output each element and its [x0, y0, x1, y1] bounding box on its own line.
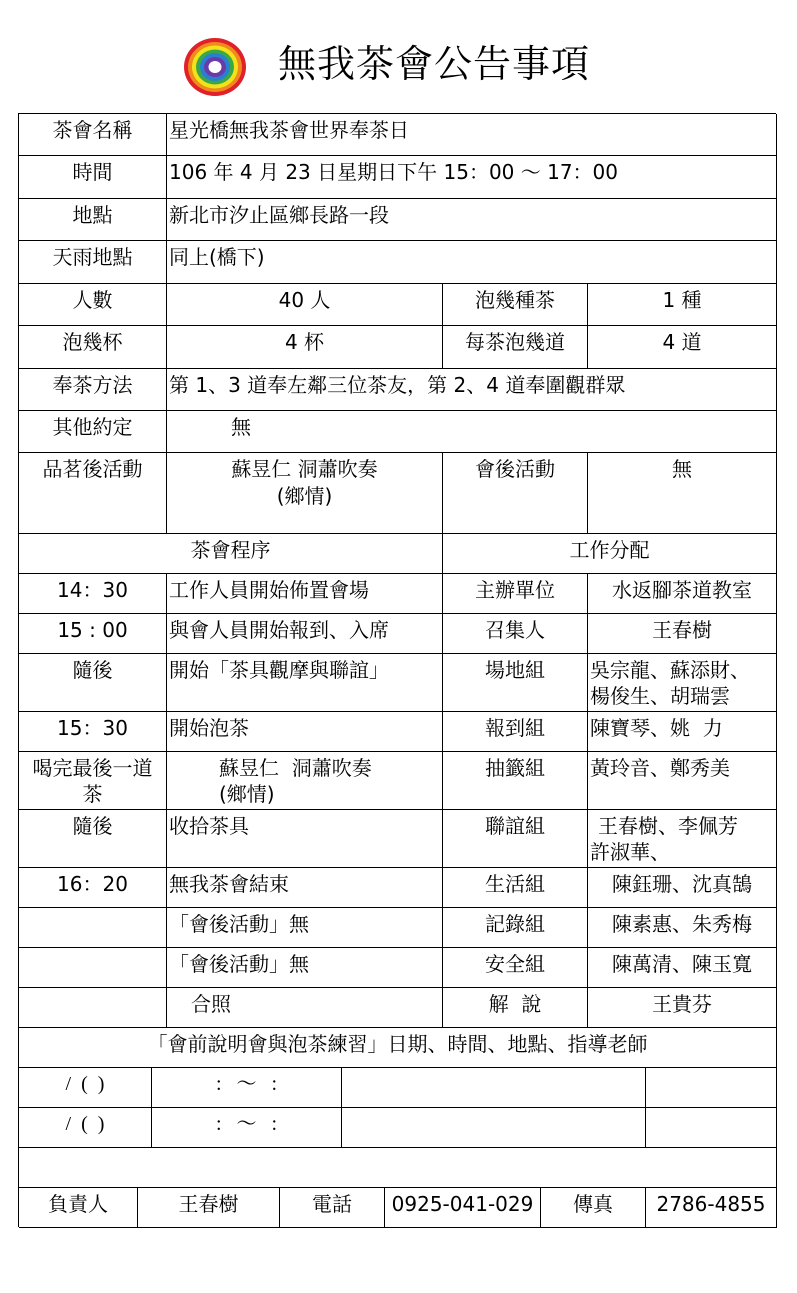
rain-place: 同上(橋下): [167, 241, 777, 284]
label-cell: 品茗後活動: [19, 453, 167, 534]
duty-role: 記錄組: [443, 908, 588, 948]
schedule-event: 工作人員開始佈置會場: [167, 574, 443, 614]
program-header: 茶會程序: [19, 534, 443, 574]
practice-place: [342, 1108, 646, 1148]
blank-row: [19, 1148, 777, 1188]
schedule-event: 開始泡茶: [167, 712, 443, 752]
duty-person: [588, 810, 777, 868]
practice-time: : ～ :: [152, 1068, 342, 1108]
duty-header: 工作分配: [443, 534, 777, 574]
duty-role: 抽籤組: [443, 752, 588, 810]
after-activity: [167, 453, 443, 534]
practice-teacher: [646, 1108, 777, 1148]
duty-person: 黃玲音、鄭秀美: [588, 752, 777, 810]
duty-role: 主辦單位: [443, 574, 588, 614]
label-cell: 泡幾種茶: [443, 284, 588, 326]
rainbow-ring-logo: [182, 36, 248, 98]
schedule-event: 與會人員開始報到、入席: [167, 614, 443, 654]
schedule-event-line2: (鄉情): [219, 782, 275, 806]
duty-person-line1: 王春樹、李佩芳: [598, 814, 738, 838]
schedule-time-line1: 喝完最後一道: [32, 756, 153, 780]
schedule-event: 合照: [167, 988, 443, 1028]
schedule-time: [19, 908, 167, 948]
duty-role: 場地組: [443, 654, 588, 712]
owner-value: 王春樹: [138, 1188, 280, 1228]
notice-table: [18, 113, 776, 1227]
duty-role: 安全組: [443, 948, 588, 988]
label-cell: 茶會名稱: [19, 114, 167, 156]
duty-role: 解 說: [443, 988, 588, 1028]
duty-role: 聯誼組: [443, 810, 588, 868]
schedule-event: 開始「茶具觀摩與聯誼」: [167, 654, 443, 712]
cups-count: 4 杯: [167, 326, 443, 369]
header: [0, 30, 797, 106]
schedule-event: 「會後活動」無: [167, 908, 443, 948]
duty-person-line1: 吳宗龍、蘇添財、: [590, 658, 750, 682]
after-activity-line2: (鄉情): [276, 484, 333, 508]
schedule-time: 隨後: [19, 654, 167, 712]
schedule-event: 「會後活動」無: [167, 948, 443, 988]
duty-person: 水返腳茶道教室: [588, 574, 777, 614]
duty-person: 王貴芬: [588, 988, 777, 1028]
duty-person-line2: 許淑華、: [590, 840, 670, 864]
duty-role: 報到組: [443, 712, 588, 752]
duty-person: 陳鈺珊、沈真鵠: [588, 868, 777, 908]
label-cell: 奉茶方法: [19, 369, 167, 411]
practice-place: [342, 1068, 646, 1108]
duty-person: 陳寶琴、姚 力: [588, 712, 777, 752]
label-cell: 泡幾杯: [19, 326, 167, 369]
label-cell: 天雨地點: [19, 241, 167, 284]
schedule-time: [19, 948, 167, 988]
schedule-time: 16：20: [19, 868, 167, 908]
schedule-time: 14：30: [19, 574, 167, 614]
post-activity: 無: [588, 453, 777, 534]
schedule-time: 隨後: [19, 810, 167, 868]
label-cell: 人數: [19, 284, 167, 326]
practice-teacher: [646, 1068, 777, 1108]
schedule-event: 無我茶會結束: [167, 868, 443, 908]
practice-date: / ( ): [19, 1068, 152, 1108]
duty-person-line2: 楊俊生、胡瑞雲: [590, 684, 730, 708]
after-activity-line1: 蘇昱仁 洞蕭吹奏: [231, 457, 378, 481]
owner-label: 負責人: [19, 1188, 138, 1228]
fax-label: 傳真: [541, 1188, 646, 1228]
schedule-time: [19, 988, 167, 1028]
schedule-event: 收拾茶具: [167, 810, 443, 868]
event-name: 星光橋無我茶會世界奉茶日: [167, 114, 777, 156]
rounds-count: 4 道: [588, 326, 777, 369]
schedule-event-line1: 蘇昱仁 洞蕭吹奏: [219, 756, 372, 780]
tea-kinds: 1 種: [588, 284, 777, 326]
practice-date: / ( ): [19, 1108, 152, 1148]
schedule-time-line2: 茶: [82, 782, 103, 806]
phone-label: 電話: [280, 1188, 385, 1228]
page-title: 無我茶會公告事項: [278, 42, 591, 86]
event-place: 新北市汐止區鄉長路一段: [167, 199, 777, 241]
label-cell: 時間: [19, 156, 167, 199]
label-cell: 其他約定: [19, 411, 167, 453]
practice-time: : ～ :: [152, 1108, 342, 1148]
duty-person: 陳素惠、朱秀梅: [588, 908, 777, 948]
fax-value: 2786-4855: [646, 1188, 777, 1228]
schedule-time: 15：30: [19, 712, 167, 752]
schedule-event: [167, 752, 443, 810]
duty-person: [588, 654, 777, 712]
other-agreement: 無: [167, 411, 777, 453]
phone-value: 0925-041-029: [385, 1188, 541, 1228]
event-time: 106 年 4 月 23 日星期日下午 15：00 ～ 17：00: [167, 156, 777, 199]
duty-role: 召集人: [443, 614, 588, 654]
label-cell: 會後活動: [443, 453, 588, 534]
serving-method: 第 1、3 道奉左鄰三位茶友，第 2、4 道奉圍觀群眾: [167, 369, 777, 411]
duty-person: 王春樹: [588, 614, 777, 654]
duty-person: 陳萬清、陳玉寬: [588, 948, 777, 988]
label-cell: 地點: [19, 199, 167, 241]
duty-role: 生活組: [443, 868, 588, 908]
schedule-time: [19, 752, 167, 810]
practice-header: 「會前說明會與泡茶練習」日期、時間、地點、指導老師: [19, 1028, 777, 1068]
label-cell: 每茶泡幾道: [443, 326, 588, 369]
people-count: 40 人: [167, 284, 443, 326]
schedule-time: 15 : 00: [19, 614, 167, 654]
